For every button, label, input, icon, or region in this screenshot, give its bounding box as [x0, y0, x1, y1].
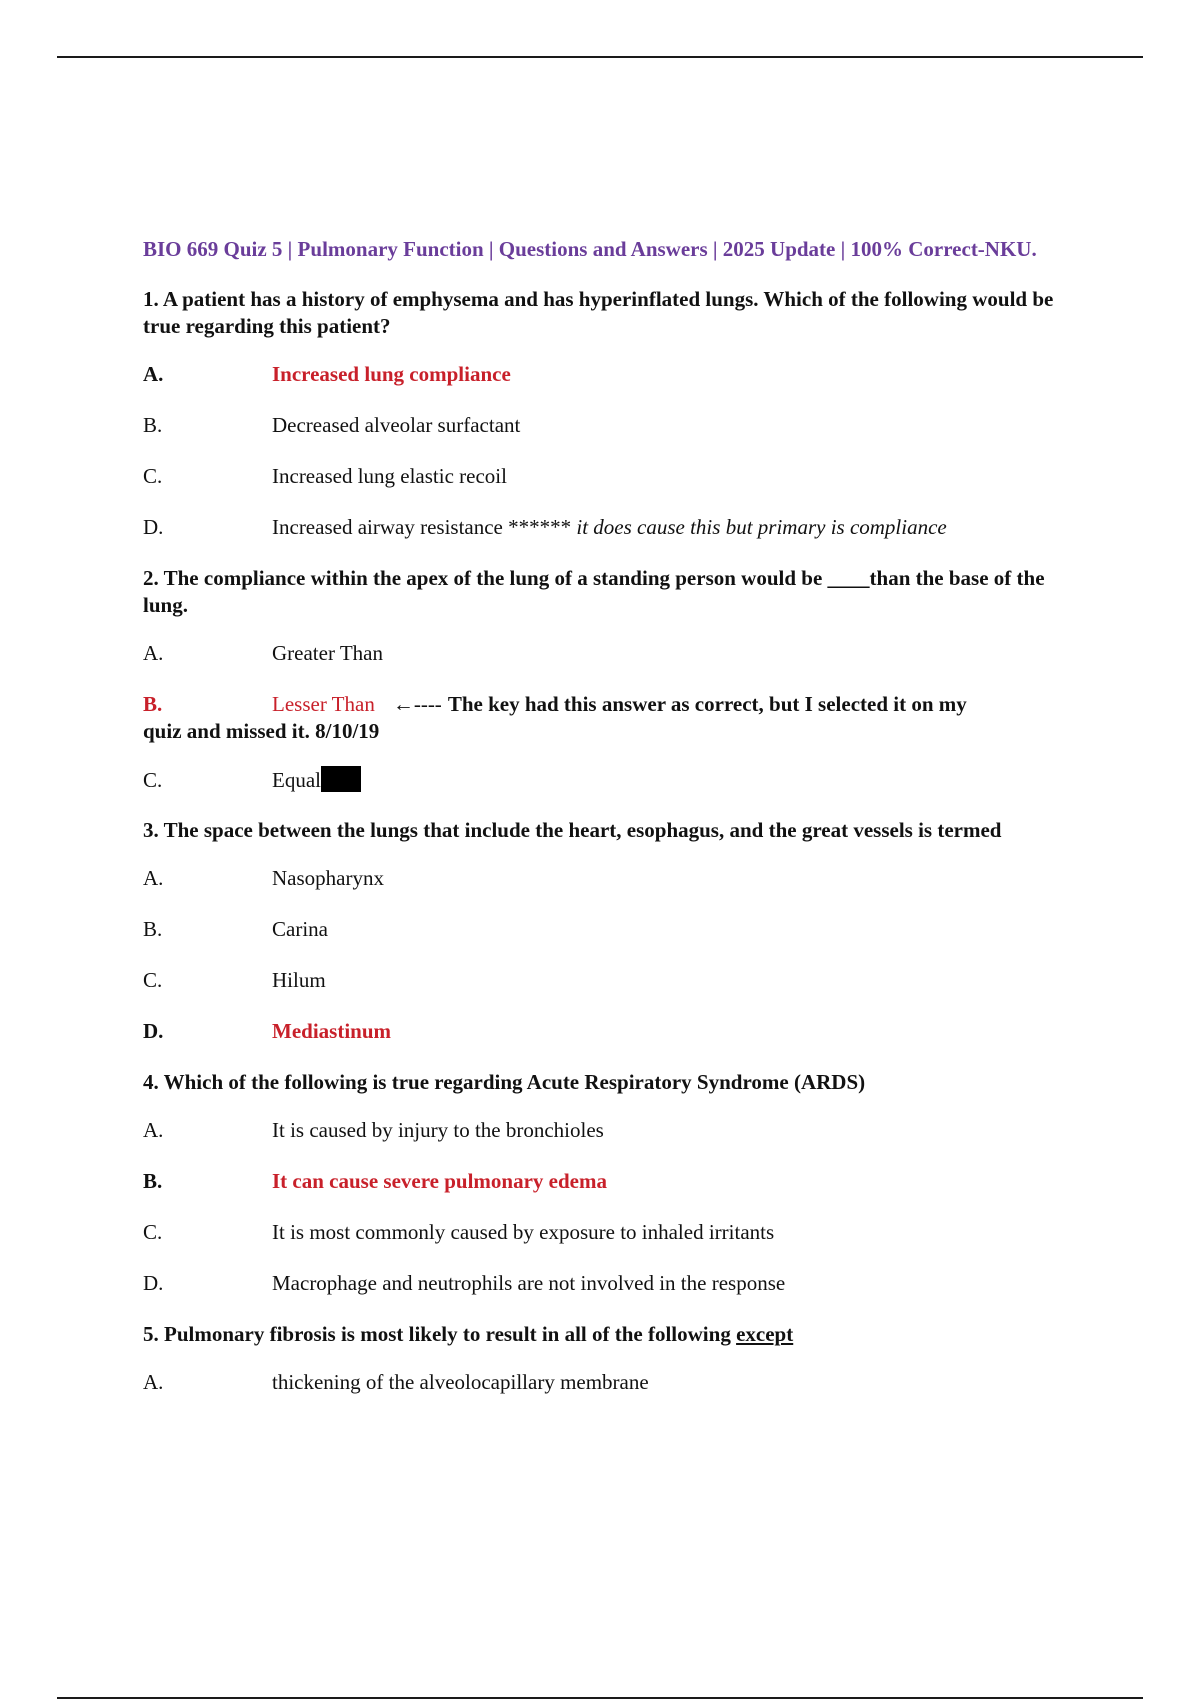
option-text: Mediastinum: [272, 1019, 392, 1043]
document-title: BIO 669 Quiz 5 | Pulmonary Function | Questions and Answers | 2025 Update | 100% Correct-NKU.: [143, 237, 1037, 261]
option-text: Greater Than: [272, 641, 383, 665]
option-text: It is caused by injury to the bronchioles: [272, 1118, 604, 1142]
question-text: 2. The compliance within the apex of the lung of a standing person would be: [143, 566, 828, 590]
q3-option-b: [143, 916, 1073, 943]
q1-option-b: [143, 412, 1073, 439]
option-text: Increased lung compliance: [272, 362, 511, 386]
option-text: Nasopharynx: [272, 866, 384, 890]
question-text-end: than the base of the lung.: [143, 566, 1045, 617]
option-letter: C.: [143, 768, 163, 792]
option-letter: B.: [143, 1169, 163, 1193]
top-rule: [57, 56, 1143, 58]
question-1: 1. A patient has a history of emphysema and has hyperinflated lungs. Which of the following would be true regarding this patient?: [143, 287, 1054, 338]
option-letter: D.: [143, 1271, 164, 1295]
question-4: 4. Which of the following is true regarding Acute Respiratory Syndrome (ARDS): [143, 1070, 866, 1094]
question-blank: ____: [827, 566, 870, 590]
q3-option-a: [143, 865, 1073, 892]
question-2: [143, 565, 1073, 619]
question-emphasis: except: [736, 1322, 794, 1346]
option-text: Macrophage and neutrophils are not involved in the response: [272, 1271, 786, 1295]
option-note: it does cause this but primary is compliance: [576, 515, 947, 539]
option-letter: C.: [143, 1220, 163, 1244]
option-letter: B.: [143, 413, 163, 437]
redaction-box: [321, 766, 361, 792]
option-text: Carina: [272, 917, 328, 941]
option-text: Increased airway resistance ******: [272, 515, 577, 539]
option-text: It is most commonly caused by exposure to inhaled irritants: [272, 1220, 775, 1244]
option-letter: C.: [143, 464, 163, 488]
document-body: [143, 236, 1073, 1420]
q2-option-b: [143, 691, 1073, 745]
arrow-annotation: ←----: [392, 692, 442, 716]
q3-option-d: [143, 1018, 1073, 1045]
answer-note-line-2: quiz and missed it. 8/10/19: [143, 719, 380, 743]
option-text: Hilum: [272, 968, 326, 992]
q1-option-a: [143, 361, 1073, 388]
q4-option-b: [143, 1168, 1073, 1195]
option-letter: A.: [143, 641, 164, 665]
q1-option-c: [143, 463, 1073, 490]
q3-option-c: [143, 967, 1073, 994]
option-text: It can cause severe pulmonary edema: [272, 1169, 607, 1193]
option-text: Lesser Than: [272, 692, 375, 716]
option-letter: B.: [143, 917, 163, 941]
q1-option-d: [143, 514, 1073, 541]
option-letter: A.: [143, 866, 164, 890]
q4-option-d: [143, 1270, 1073, 1297]
q2-option-c: [143, 766, 1073, 793]
option-letter: C.: [143, 968, 163, 992]
q5-option-a: [143, 1369, 1073, 1396]
q4-option-c: [143, 1219, 1073, 1246]
option-text: thickening of the alveolocapillary membrane: [272, 1370, 649, 1394]
option-letter: D.: [143, 1019, 164, 1043]
q4-option-a: [143, 1117, 1073, 1144]
question-text: 5. Pulmonary fibrosis is most likely to result in all of the following: [143, 1322, 737, 1346]
option-letter: D.: [143, 515, 164, 539]
option-text: Decreased alveolar surfactant: [272, 413, 521, 437]
option-letter: B.: [143, 692, 163, 716]
bottom-rule: [57, 1697, 1143, 1699]
answer-note-line-1: The key had this answer as correct, but I selected it on my: [447, 692, 967, 716]
option-letter: A.: [143, 1118, 164, 1142]
option-text: Increased lung elastic recoil: [272, 464, 507, 488]
option-text: Equal: [272, 768, 321, 792]
option-letter: A.: [143, 1370, 164, 1394]
question-3: 3. The space between the lungs that include the heart, esophagus, and the great vessels is termed: [143, 818, 1002, 842]
q2-option-a: [143, 640, 1073, 667]
option-letter: A.: [143, 362, 164, 386]
question-5: [143, 1321, 1073, 1348]
